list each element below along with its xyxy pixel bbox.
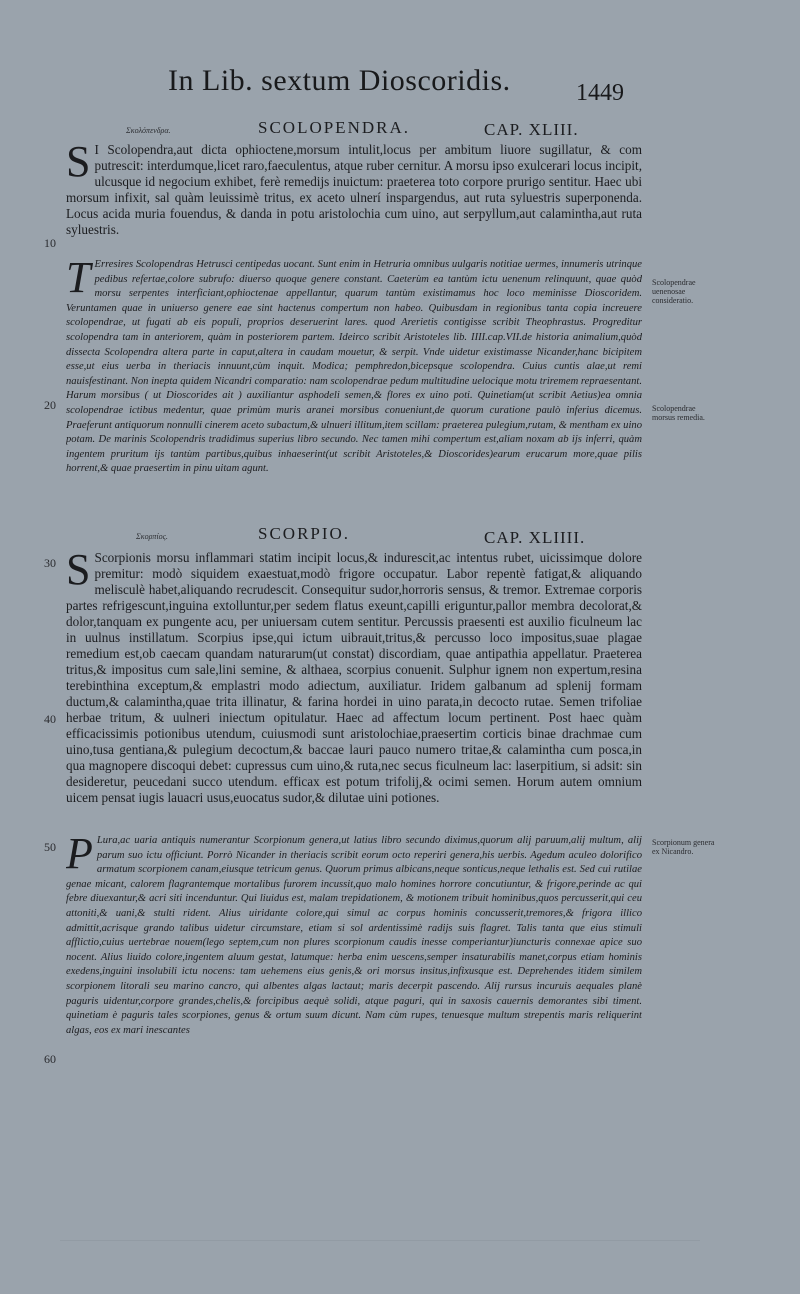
section-title-scolopendra: SCOLOPENDRA. — [258, 118, 410, 137]
paragraph-text: I Scolopendra,aut dicta ophioctene,morsum intulit,locus per ambitum liuore sugillatur, & com putrescit: interdumque,licet raro,faeculentus, atque ruber cernitur. A morsu ipso exulcerari locus incipit, ulcusque id negocium exhibet, ferè remedijs inuictum: praeterea toto corpore prurigo sentitur. Haec ubi morsum infixit, sal quàm leuissimè tritus, ex aceto ulnerí inspargendus, aut ruta syluestris superponenda. Locus acida muria fouendus, & danda in potu aristolochia cum uino, aut serpyllum,aut calamintha,aut ruta syluestris. — [66, 142, 642, 237]
main-text-scolopendra — [66, 142, 642, 272]
line-number: 50 — [44, 840, 56, 854]
drop-cap: P — [66, 834, 93, 878]
line-number: 10 — [44, 236, 56, 250]
commentary-text: Lura,ac uaria antiquis numerantur Scorpionum genera,ut latius libro secundo diximus,quorum alij paruum,alij multum, alij parum suo ictu officiunt. Porrò Nicander in theriacis scribit eorum octo reperiri genera,his uerbis. Agedum aculeo dolorifico armatum scorpionem canam,eiusque tetricum genus. Quorum primus albicans,neque sonticus,neque lethalis est. Sed cui rutilae genae micant, calorem flagrantemque mortalibus furorem incussit,quo malo homines horrore concutiuntur, & frigore,perinde ac qui febre diuexantur,& acri siti incenduntur. Qui liuidus est, malam trepidationem, & motionem tribuit hominibus,quos percusserit,qui ceu attoniti,& uani,& stulti rident. Alius uiridante colore,qui simul ac corpus hominis concusserit,tremores,& frigora illico admittit,acrisque grando talibus uidetur circumstare, etiam si sol ardentissimè radijs suis flagret. Talis tanta que eius stimuli afflictio,cuius uertebrae nouem(lego septem,cum non plures scorpionum caudis inesse comperiantur)iuncturis connexae apice suo nocent. Alius liuido colore,ingentem aluum gestat, latumque: herba enim uescens,semper insaturabilis manet,corpus etiam hominis exedens,inguini insolubili ictu nocens: tam uehemens eius genis,& ori morsus insitus,infixusque est. Deprehendes itidem similem scorpionem litorali seu marino cancro, qui albentes algas lactaut; maris decerpit pascendo. Alij rursus incuruis aequales planè paguris uidentur,corpore grandes,chelis,& forcipibus aequè solidi, atque paguri, qui in saxosis cauernis demorantes sibi timent. quinetiam è paguris tales scorpiones, genus & ortum suum dicunt. Nam cùm rupes, tenuesque multum strepentis maris reliquerint algas, eos ex mari inescantes — [66, 835, 642, 1036]
paragraph-text: Scorpionis morsu inflammari statim incipit locus,& indurescit,ac intentus rubet, uicissimque dolore premitur: modò siquidem exaestuat,modò frigore occupatur. Labor repentè fatigat,& aliquando melisculè habet,aliquando recrudescit. Consequitur sudor,horroris sensus, & tremor. Extremae corporis partes refrigescunt,inguina extolluntur,per sedem flatus exeunt,capilli eriguntur,pallor membra decolorat,& dolor,tanquam ex pungente acu, per uniuersam cutem sentitur. Percussis praesenti est auxilio ficulneum lac in uulnus instillatum. Scorpius ipse,qui ictum uibrauit,tritus,& percusso loco impositus,suae plagae remedium est,ob caecam quandam naturarum(ut constat) discordiam, quae antipathia appellatur. Praeterea tritus,& impositus cum sale,lini semine, & althaea, scorpius conuenit. Sulphur ignem non expertum,resina terebinthina exceptum,& emplastri modo adiectum, auxiliatur. Iridem galbanum ad splenij formam ductum,& calamintha,quae trita illinatur, & farina hordei in uino parata,in decocto rutae. Semen trifoliae herbae tritum, & uulneri iniectum opitulatur. Haec ad affectum locum pertinent. Post haec quàm efficacissimis potionibus utendum, cuiusmodi sunt aristolochiae,praesertim corticis binae drachmae cum uino,tusa gentiana,& pulegium decoctum,& baccae lauri pauco numero tritae,& calamintha cum posca,in qua magnopere discoqui debet: cupressus cum uino,& ruta,nec secus ficulneum lac: laserpitium, si adsit: sin desideretur, peucedani succo utendum. efficax est potum trifolij,& ocimi semen. Horum autem omnium uicem pensat iugis lauacri usus,euocatus sudor,& dilutae uini potiones. — [66, 550, 642, 805]
drop-cap: T — [66, 258, 91, 302]
page-shadow-line — [60, 1240, 700, 1241]
commentary-scolopendra — [66, 258, 642, 514]
chapter-label-xliii: CAP. XLIII. — [484, 120, 579, 139]
margin-note-scolopendra-venom: Scolopendrae uenenosae consideratio. — [652, 278, 696, 305]
line-number: 20 — [44, 398, 56, 412]
running-header-title: In Lib. sextum Dioscoridis. — [168, 64, 511, 97]
drop-cap: S — [66, 142, 91, 186]
line-number: 40 — [44, 712, 56, 726]
page-number: 1449 — [576, 80, 624, 106]
drop-cap: S — [66, 550, 91, 594]
line-number: 30 — [44, 556, 56, 570]
margin-note-scorpion-kinds: Scorpionum genera ex Nicandro. — [652, 838, 715, 856]
commentary-text: Erresires Scolopendras Hetrusci centipedas uocant. Sunt enim in Hetruria omnibus uulgaris notitiae uermes, innumeris utrinque pedibus refertae,colore subrufo: diuerso quoque genere constant. Caeterùm ea tantùm ictu uenenum relinquunt, quae quòd morsu serpentes interficiant,ophioctenae appellantur, quarum tantùm existimamus hoc loco meminisse Dioscoridem. Veruntamen quae in uniuerso genere eae sint hactenus compertum non habeo. Quibusdam in regionibus tanta copia increuere scolopendrae, ut fugati ab eis populi, proprios deseruerint lares. quod Arerietis contigisse scribit Theophrastus. Progreditur scolopendra tam in anteriorem, quàm in posteriorem partem. Ideirco scribit Aristoteles lib. IIII.cap.VII.de historia animalium,quòd dissecta Scolopendra altera parte in caput,altera in caudam mouetur, & serpit. Vnde uidetur existimasse Nicander,hanc bicipitem esse,ut eius uerba in theriacis innuunt,cùm inquit. Modica; pemphredon,bicepsque scolopendra. Cuius cuntis alae,ut remi nauisfestinant. Non inepta quidem Nicandri comparatio: nam scolopendrae pedum multitudine uelocique motu triremem repraesentant. Harum morsibus ( ut Dioscorides ait ) auxiliantur asphodeli semen,& flores ex uino poti. Quinetiam(ut scribit Aetius)ea omnia scolopendrae ictibus medentur, quae primùm muris aranei morsibus conueniunt,de quorum curatione paulò inferius dicemus. Praeferunt antiquorum nonnulli cinerem aceto subactum,& ulnueri illitum,item scillam: praeterea pulegium,rutam, & mentham ex uino potam. De marinis Scolopendris tradidimus superius libro secundo. Nec tamen mihi compertum est,aliam noxam ab ijs inferri, quàm ingentem pruritum ijs tantùm partibus,quibus inhaeserint(ut scribit Aristoteles,& Dioscorides)earum erucarum more,quae pilis horrent,& quae praesertim in pinu uitam agunt. — [66, 259, 642, 475]
margin-note-scolopendra-remedies: Scolopendrae morsus remedia. — [652, 404, 705, 422]
greek-name-scorpio: Σκορπίος. — [136, 532, 168, 541]
line-number: 60 — [44, 1052, 56, 1066]
commentary-scorpio — [66, 834, 642, 1084]
greek-name-scolopendra: Σκολόπενδρα. — [126, 126, 171, 135]
section-title-scorpio: SCORPIO. — [258, 524, 351, 543]
main-text-scorpio — [66, 550, 642, 822]
chapter-label-xliiii: CAP. XLIIII. — [484, 528, 586, 547]
